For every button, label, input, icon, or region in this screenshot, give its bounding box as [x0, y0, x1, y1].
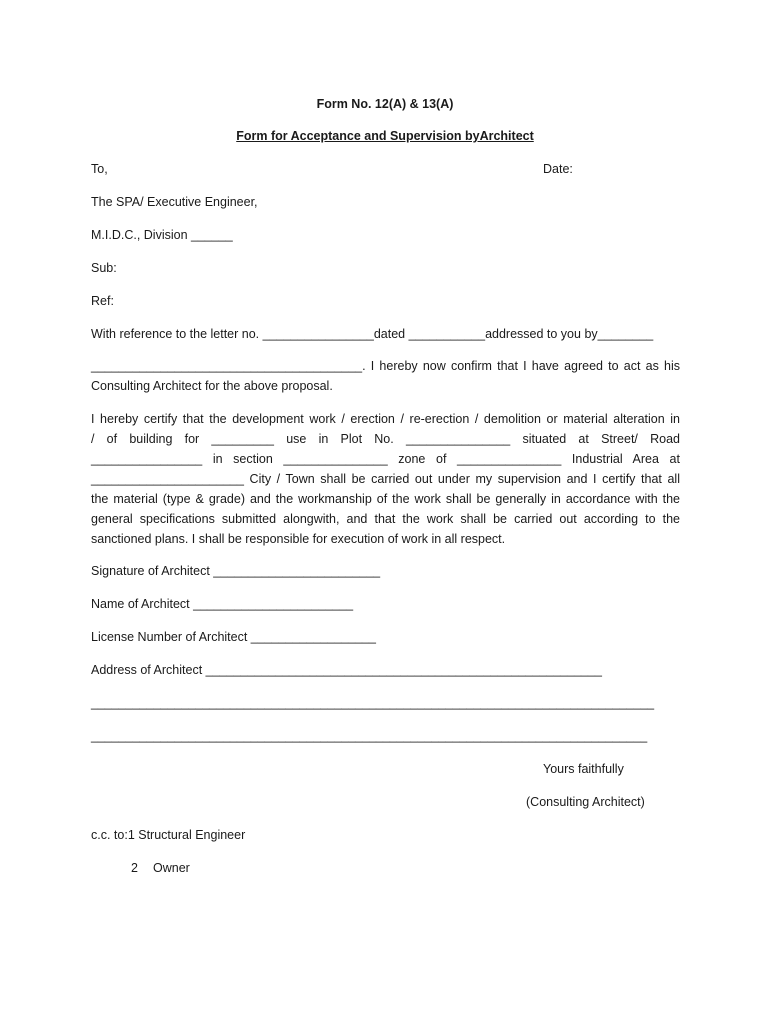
- cc-structural-engineer: c.c. to:1 Structural Engineer: [91, 828, 246, 842]
- consulting-architect-label: (Consulting Architect): [526, 795, 645, 809]
- cc-item-number: 2: [131, 861, 138, 875]
- architect-address-line-2: _________________________________________________________________________________: [91, 696, 655, 710]
- confirmation-line: _______________________________________. I hereby now confirm that I have agreed to act as his: [91, 359, 680, 373]
- certification-paragraph: [91, 409, 680, 549]
- to-label: To,: [91, 162, 108, 176]
- subject-label: Sub:: [91, 261, 117, 275]
- form-number: Form No. 12(A) & 13(A): [316, 97, 454, 111]
- addressee: The SPA/ Executive Engineer,: [91, 195, 258, 209]
- certification-line: general specifications submitted alongwith, and that the work shall be carried out according to the: [91, 512, 680, 526]
- reference-letter-line: With reference to the letter no. ________________dated ___________addressed to you by________: [91, 327, 654, 341]
- cc-owner: Owner: [153, 861, 190, 875]
- confirmation-line: Consulting Architect for the above proposal.: [91, 379, 333, 393]
- certification-line: I hereby certify that the development work / erection / re-erection / demolition or material alteration in: [91, 412, 680, 426]
- reference-label: Ref:: [91, 294, 114, 308]
- date-label: Date:: [543, 162, 573, 176]
- certification-line: sanctioned plans. I shall be responsible for execution of work in all respect.: [91, 532, 506, 546]
- architect-address-line: Address of Architect _________________________________________________________: [91, 663, 602, 677]
- architect-license-line: License Number of Architect __________________: [91, 630, 376, 644]
- form-title: Form for Acceptance and Supervision byArchitect: [236, 129, 534, 143]
- certification-line: ________________ in section _______________ zone of _______________ Industrial Area at: [91, 452, 680, 466]
- architect-address-line-3: ________________________________________________________________________________: [91, 729, 648, 743]
- division-line: M.I.D.C., Division ______: [91, 228, 233, 242]
- certification-line: ______________________ City / Town shall be carried out under my supervision and I certify that all: [91, 472, 680, 486]
- yours-faithfully: Yours faithfully: [543, 762, 624, 776]
- confirmation-paragraph: [91, 356, 680, 396]
- architect-signature-line: Signature of Architect ________________________: [91, 564, 381, 578]
- architect-name-line: Name of Architect _______________________: [91, 597, 354, 611]
- certification-line: the material (type & grade) and the workmanship of the work shall be generally in accordance with the: [91, 492, 680, 506]
- certification-line: / of building for _________ use in Plot No. _______________ situated at Street/ Road: [91, 432, 680, 446]
